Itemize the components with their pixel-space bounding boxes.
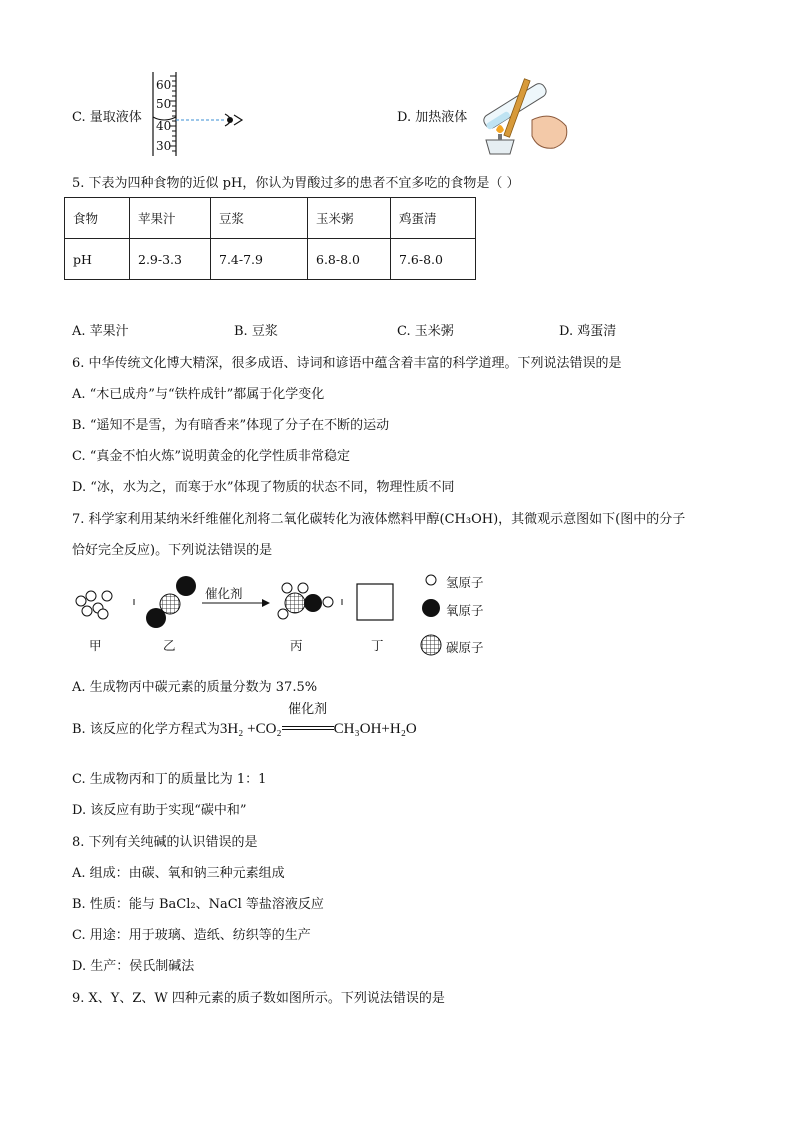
q8-option-a: A. 组成：由碳、氧和钠三种元素组成 [72, 866, 285, 881]
legend-oxygen-icon [422, 599, 440, 617]
legend-hydrogen-icon [426, 575, 436, 585]
table-cell: 2.9-3.3 [130, 239, 211, 280]
legend-carbon-label: 碳原子 [446, 640, 484, 655]
diagram-label-jia: 甲 [89, 638, 102, 653]
q7-option-b-prefix: B. 该反应的化学方程式为 [72, 722, 220, 737]
diagram-label-ding: 丁 [371, 638, 384, 653]
q4-option-c: C. 量取液体 [72, 110, 142, 125]
q5-option-b: B. 豆浆 [234, 324, 278, 339]
q7-stem-line2: 恰好完全反应)。下列说法错误的是 [72, 543, 273, 558]
table-header-row [65, 198, 476, 239]
q8-option-c: C. 用途：用于玻璃、造纸、纺织等的生产 [72, 928, 311, 943]
q7-option-b [72, 701, 417, 740]
heating-liquid-figure [474, 70, 574, 160]
q8-stem: 8. 下列有关纯碱的认识错误的是 [72, 835, 258, 850]
product-bing-molecule [278, 583, 333, 619]
food-ph-table [64, 197, 476, 280]
table-cell: 7.4-7.9 [211, 239, 308, 280]
cylinder-tick-60: 60 [156, 78, 172, 92]
q8-option-d: D. 生产：侯氏制碱法 [72, 959, 195, 974]
legend-carbon-icon [421, 635, 441, 655]
table-cell: 6.8-8.0 [308, 239, 391, 280]
cylinder-tick-30: 30 [156, 139, 172, 153]
table-cell: 苹果汁 [130, 198, 211, 239]
table-row [65, 239, 476, 280]
q9-stem: 9. X、Y、Z、W 四种元素的质子数如图所示。下列说法错误的是 [72, 991, 445, 1006]
reactant-jia-molecules [76, 591, 112, 619]
legend-oxygen-label: 氧原子 [446, 603, 484, 618]
cylinder-tick-50: 50 [156, 97, 172, 111]
equation-lhs: 3H₂ +CO₂ [219, 721, 282, 737]
diagram-label-yi: 乙 [163, 638, 176, 653]
diagram-catalyst-label: 催化剂 [205, 586, 243, 601]
q8-option-b: B. 性质：能与 BaCl₂、NaCl 等盐溶液反应 [72, 897, 324, 912]
q5-option-a: A. 苹果汁 [72, 324, 129, 339]
q6-option-c: C. “真金不怕火炼”说明黄金的化学性质非常稳定 [72, 449, 351, 464]
q6-option-b: B. “遥知不是雪，为有暗香来”体现了分子在不断的运动 [72, 418, 390, 433]
q5-option-c: C. 玉米粥 [397, 324, 454, 339]
q6-stem: 6. 中华传统文化博大精深，很多成语、诗词和谚语中蕴含着丰富的科学道理。下列说法错误的是 [72, 356, 622, 371]
table-cell: 食物 [65, 198, 130, 239]
q7-option-c: C. 生成物丙和丁的质量比为 1：1 [72, 772, 267, 787]
q6-option-d: D. “冰，水为之，而寒于水”体现了物质的状态不同，物理性质不同 [72, 480, 455, 495]
table-cell: 鸡蛋清 [391, 198, 476, 239]
legend-hydrogen-label: 氢原子 [446, 575, 484, 590]
table-cell: 7.6-8.0 [391, 239, 476, 280]
q5-stem: 5. 下表为四种食物的近似 pH，你认为胃酸过多的患者不宜多吃的食物是（ ） [72, 176, 520, 191]
product-ding-box [357, 584, 393, 620]
q7-option-a: A. 生成物丙中碳元素的质量分数为 37.5% [72, 680, 318, 695]
table-cell: pH [65, 239, 130, 280]
equation-rhs: CH₃OH+H₂O [333, 721, 417, 737]
q7-option-d: D. 该反应有助于实现“碳中和” [72, 803, 247, 818]
equation-catalyst: 催化剂 [288, 701, 328, 717]
cylinder-tick-40: 40 [156, 119, 172, 133]
table-cell: 玉米粥 [308, 198, 391, 239]
diagram-label-bing: 丙 [290, 638, 303, 653]
q5-option-d: D. 鸡蛋清 [559, 324, 617, 339]
q4-option-d: D. 加热液体 [397, 110, 468, 125]
q6-option-a: A. “木已成舟”与“铁杵成针”都属于化学变化 [72, 387, 325, 402]
equation-double-line [282, 701, 334, 740]
reactant-yi-molecule [146, 576, 196, 628]
table-cell: 豆浆 [211, 198, 308, 239]
q7-stem-line1: 7. 科学家利用某纳米纤维催化剂将二氧化碳转化为液体燃料甲醇(CH₃OH)，其微观示意图如下(图中的分子 [72, 512, 686, 527]
